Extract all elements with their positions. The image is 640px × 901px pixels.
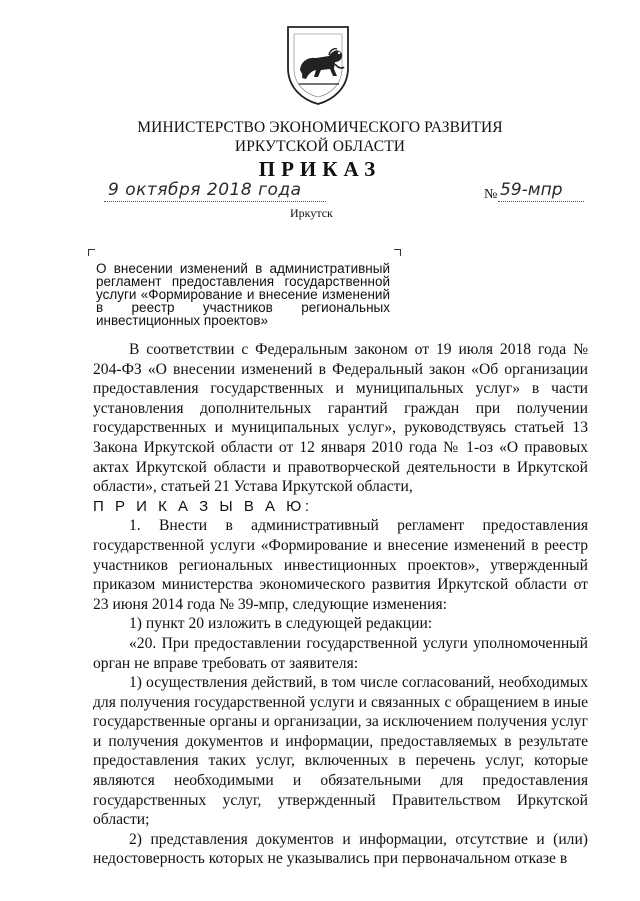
decree-heading: П Р И К А З Ы В А Ю:: [93, 497, 313, 515]
item-1-1-paragraph: 1) пункт 20 изложить в следующей редакции:: [129, 615, 433, 633]
number-label: №: [484, 187, 498, 202]
ministry-line-1: МИНИСТЕРСТВО ЭКОНОМИЧЕСКОГО РАЗВИТИЯ: [137, 119, 503, 136]
city: Иркутск: [290, 206, 333, 220]
subject-corner-right: [394, 249, 401, 256]
order-number: 59-мпр: [500, 180, 563, 200]
order-date: 9 октября 2018 года: [108, 180, 302, 200]
subpoint-2-paragraph: 2) представления документов и информации, отсутствие и (или) недостоверность которых не указывались при первоначальном отказе в: [93, 830, 588, 868]
subpoint-1-paragraph: 1) осуществления действий, в том числе согласований, необходимых для получения государственной услуги и связанных с обращением в иные государственные органы и организации, за исключением получения услуг и получения документов и информации, предоставляемых в результате предоставления таких услуг, включенных в перечень услуг, которые являются необходимыми и обязательными для предоставления государственных услуг, утвержденный Правительством Иркутской области;: [93, 674, 588, 829]
order-subject: О внесении изменений в административный регламент предоставления государственной услуги «Формирование и внесение изменений в реестр участников региональных инвестиционных проектов»: [96, 261, 390, 328]
preamble-paragraph: В соответствии с Федеральным законом от 19 июля 2018 года № 204-ФЗ «О внесении изменений в Федеральный закон «Об организации предоставления государственных и муниципальных услуг» в части установления дополнительных гарантий граждан при получении государственных и муниципальных услуг», руководствуясь статьей 13 Закона Иркутской области от 12 января 2010 года № 1-оз «О правовых актах Иркутской области и правотворческой деятельности в Иркутской области», статьей 21 Устава Иркутской области,: [93, 341, 588, 496]
item-1-paragraph: 1. Внести в административный регламент предоставления государственной услуги «Формирование и внесение изменений в реестр участников региональных инвестиционных проектов», утвержденный приказом министерства экономического развития Иркутской области от 23 июня 2014 года № 39-мпр, следующие изменения:: [93, 517, 588, 613]
date-underline: [104, 201, 326, 202]
point-20-paragraph: «20. При предоставлении государственной услуги уполномоченный орган не вправе требовать от заявителя:: [93, 634, 588, 672]
order-title: ПРИКАЗ: [258, 157, 382, 181]
ministry-line-2: ИРКУТСКОЙ ОБЛАСТИ: [234, 138, 406, 155]
order-body: [93, 340, 588, 869]
subject-corner-left: [88, 249, 95, 256]
number-underline: [498, 201, 584, 202]
irkutsk-coat-of-arms-icon: [285, 24, 351, 106]
ministry-name: [100, 118, 540, 156]
